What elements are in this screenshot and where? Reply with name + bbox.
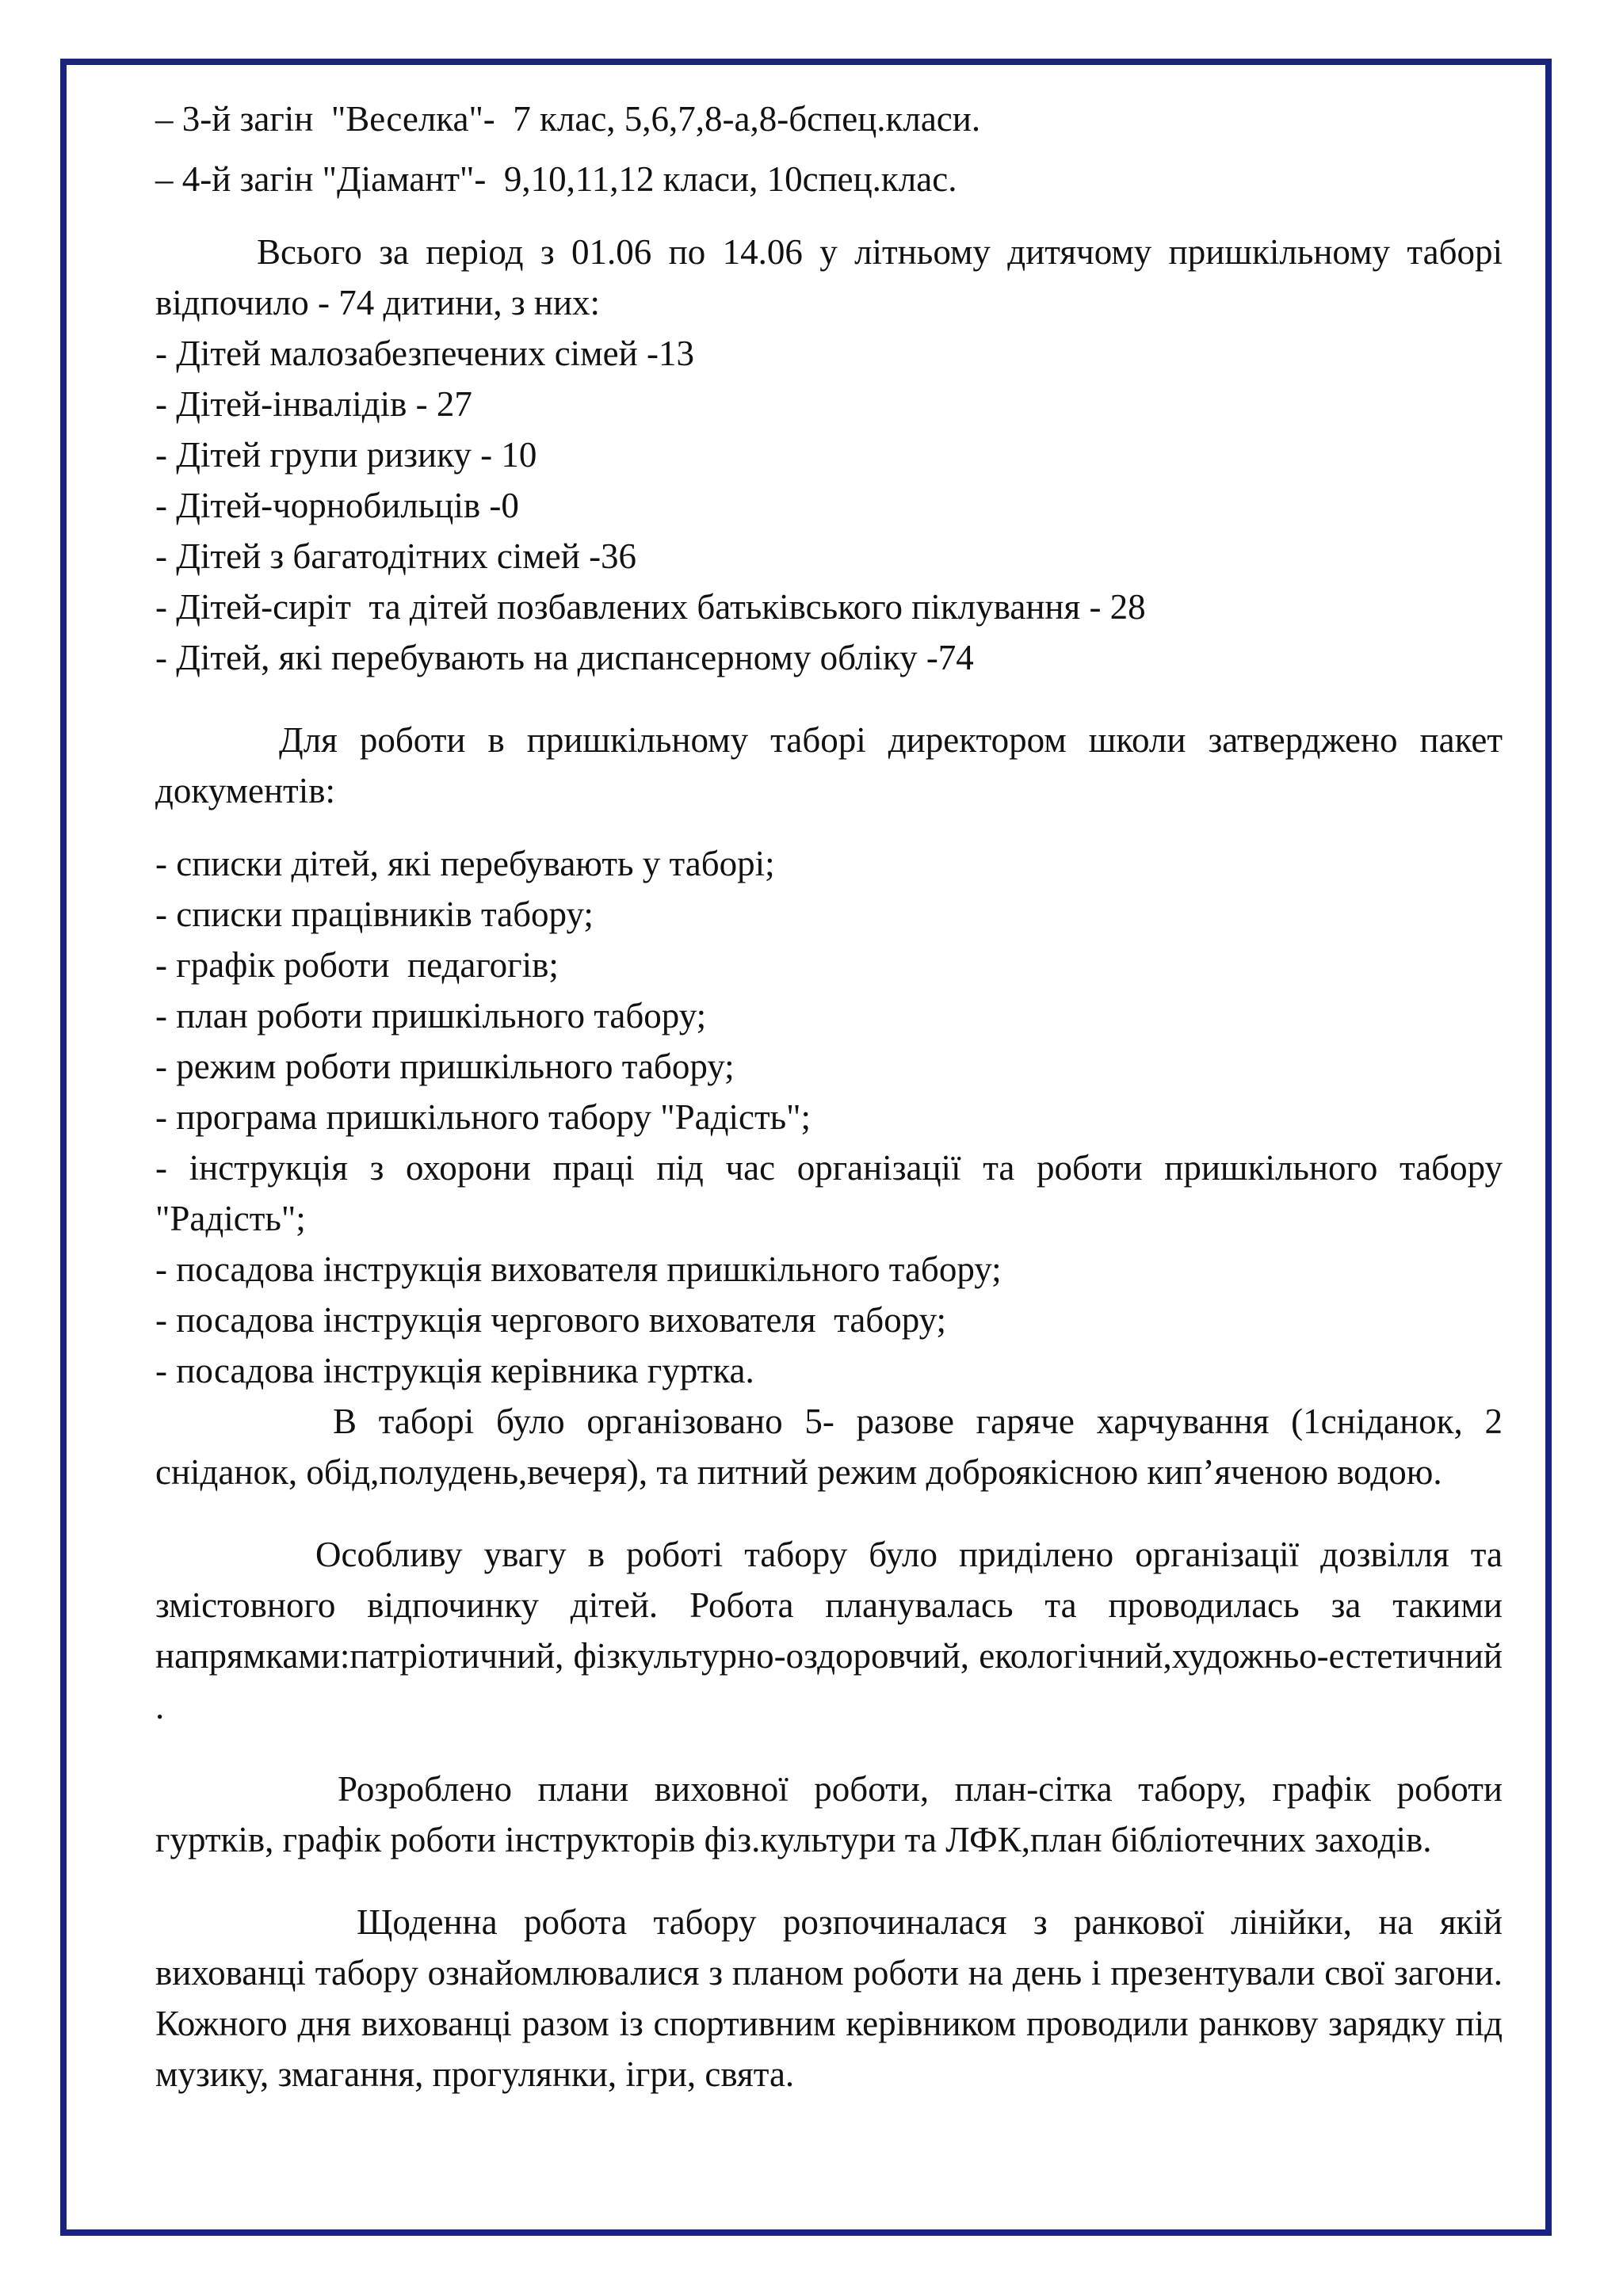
summary-intro: Всього за період з 01.06 по 14.06 у літньому дитячому пришкільному таборі відпочило - 74 дитини, з них: [155,232,1503,322]
document-item: - списки дітей, які перебувають у таборі; [155,844,775,883]
daily-paragraph: Щоденна робота табору розпочиналася з ранкової лінійки, на якій вихованці табору ознайомлювалися з планом роботи на день і презентували свої загони. Кожного дня вихованці разом із спортивним керівником проводили ранкову зарядку під музику, змагання, прогулянки, ігри, свята. [155,1902,1503,2094]
document-item: - інструкція з охорони праці під час організації та роботи пришкільного табору "Радість"; [155,1148,1503,1238]
summary-item: - Дітей-інвалідів - 27 [155,384,472,424]
summary-item: - Дітей групи ризику - 10 [155,435,537,475]
leisure-paragraph: Особливу увагу в роботі табору було приділено організації дозвілля та змістовного відпочинку дітей. Робота планувалась та проводилась за такими напрямками:патріотичний, фізкультурно-оздоровчий, екологічний,художньо-естетичний . [155,1535,1503,1726]
summary-item: - Дітей-чорнобильців -0 [155,486,519,525]
document-item: - посадова інструкція вихователя пришкільного табору; [155,1249,1002,1289]
plans-paragraph: Розроблено плани виховної роботи, план-сітка табору, графік роботи гуртків, графік роботи інструкторів фіз.культури та ЛФК,план бібліотечних заходів. [155,1769,1503,1859]
document-item: - посадова інструкція чергового вихователя табору; [155,1300,947,1340]
document-item: - програма пришкільного табору "Радість"; [155,1097,812,1137]
summary-item: - Дітей-сиріт та дітей позбавлених батьківського піклування - 28 [155,587,1146,627]
group-3-line: – 3-й загін "Веселка"- 7 клас, 5,6,7,8-а,8-бспец.класи. [155,99,981,139]
group-4-line: – 4-й загін "Діамант"- 9,10,11,12 класи, 10спец.клас. [155,159,957,199]
document-item: - графік роботи педагогів; [155,945,559,985]
meals-paragraph: В таборі було організовано 5- разове гаряче харчування (1сніданок, 2 сніданок, обід,полудень,вечеря), та питний режим доброякісною кип’яченою водою. [155,1402,1503,1492]
document-item: - план роботи пришкільного табору; [155,996,707,1035]
document-item: - режим роботи пришкільного табору; [155,1047,735,1086]
document-item: - посадова інструкція керівника гуртка. [155,1351,754,1390]
summary-item: - Дітей малозабезпечених сімей -13 [155,334,694,373]
summary-item: - Дітей з багатодітних сімей -36 [155,536,637,576]
document-item: - списки працівників табору; [155,894,594,934]
summary-item: - Дітей, які перебувають на диспансерному обліку -74 [155,638,974,677]
document-body [155,93,1503,2100]
documents-intro: Для роботи в пришкільному таборі директором школи затверджено пакет документів: [155,720,1503,810]
